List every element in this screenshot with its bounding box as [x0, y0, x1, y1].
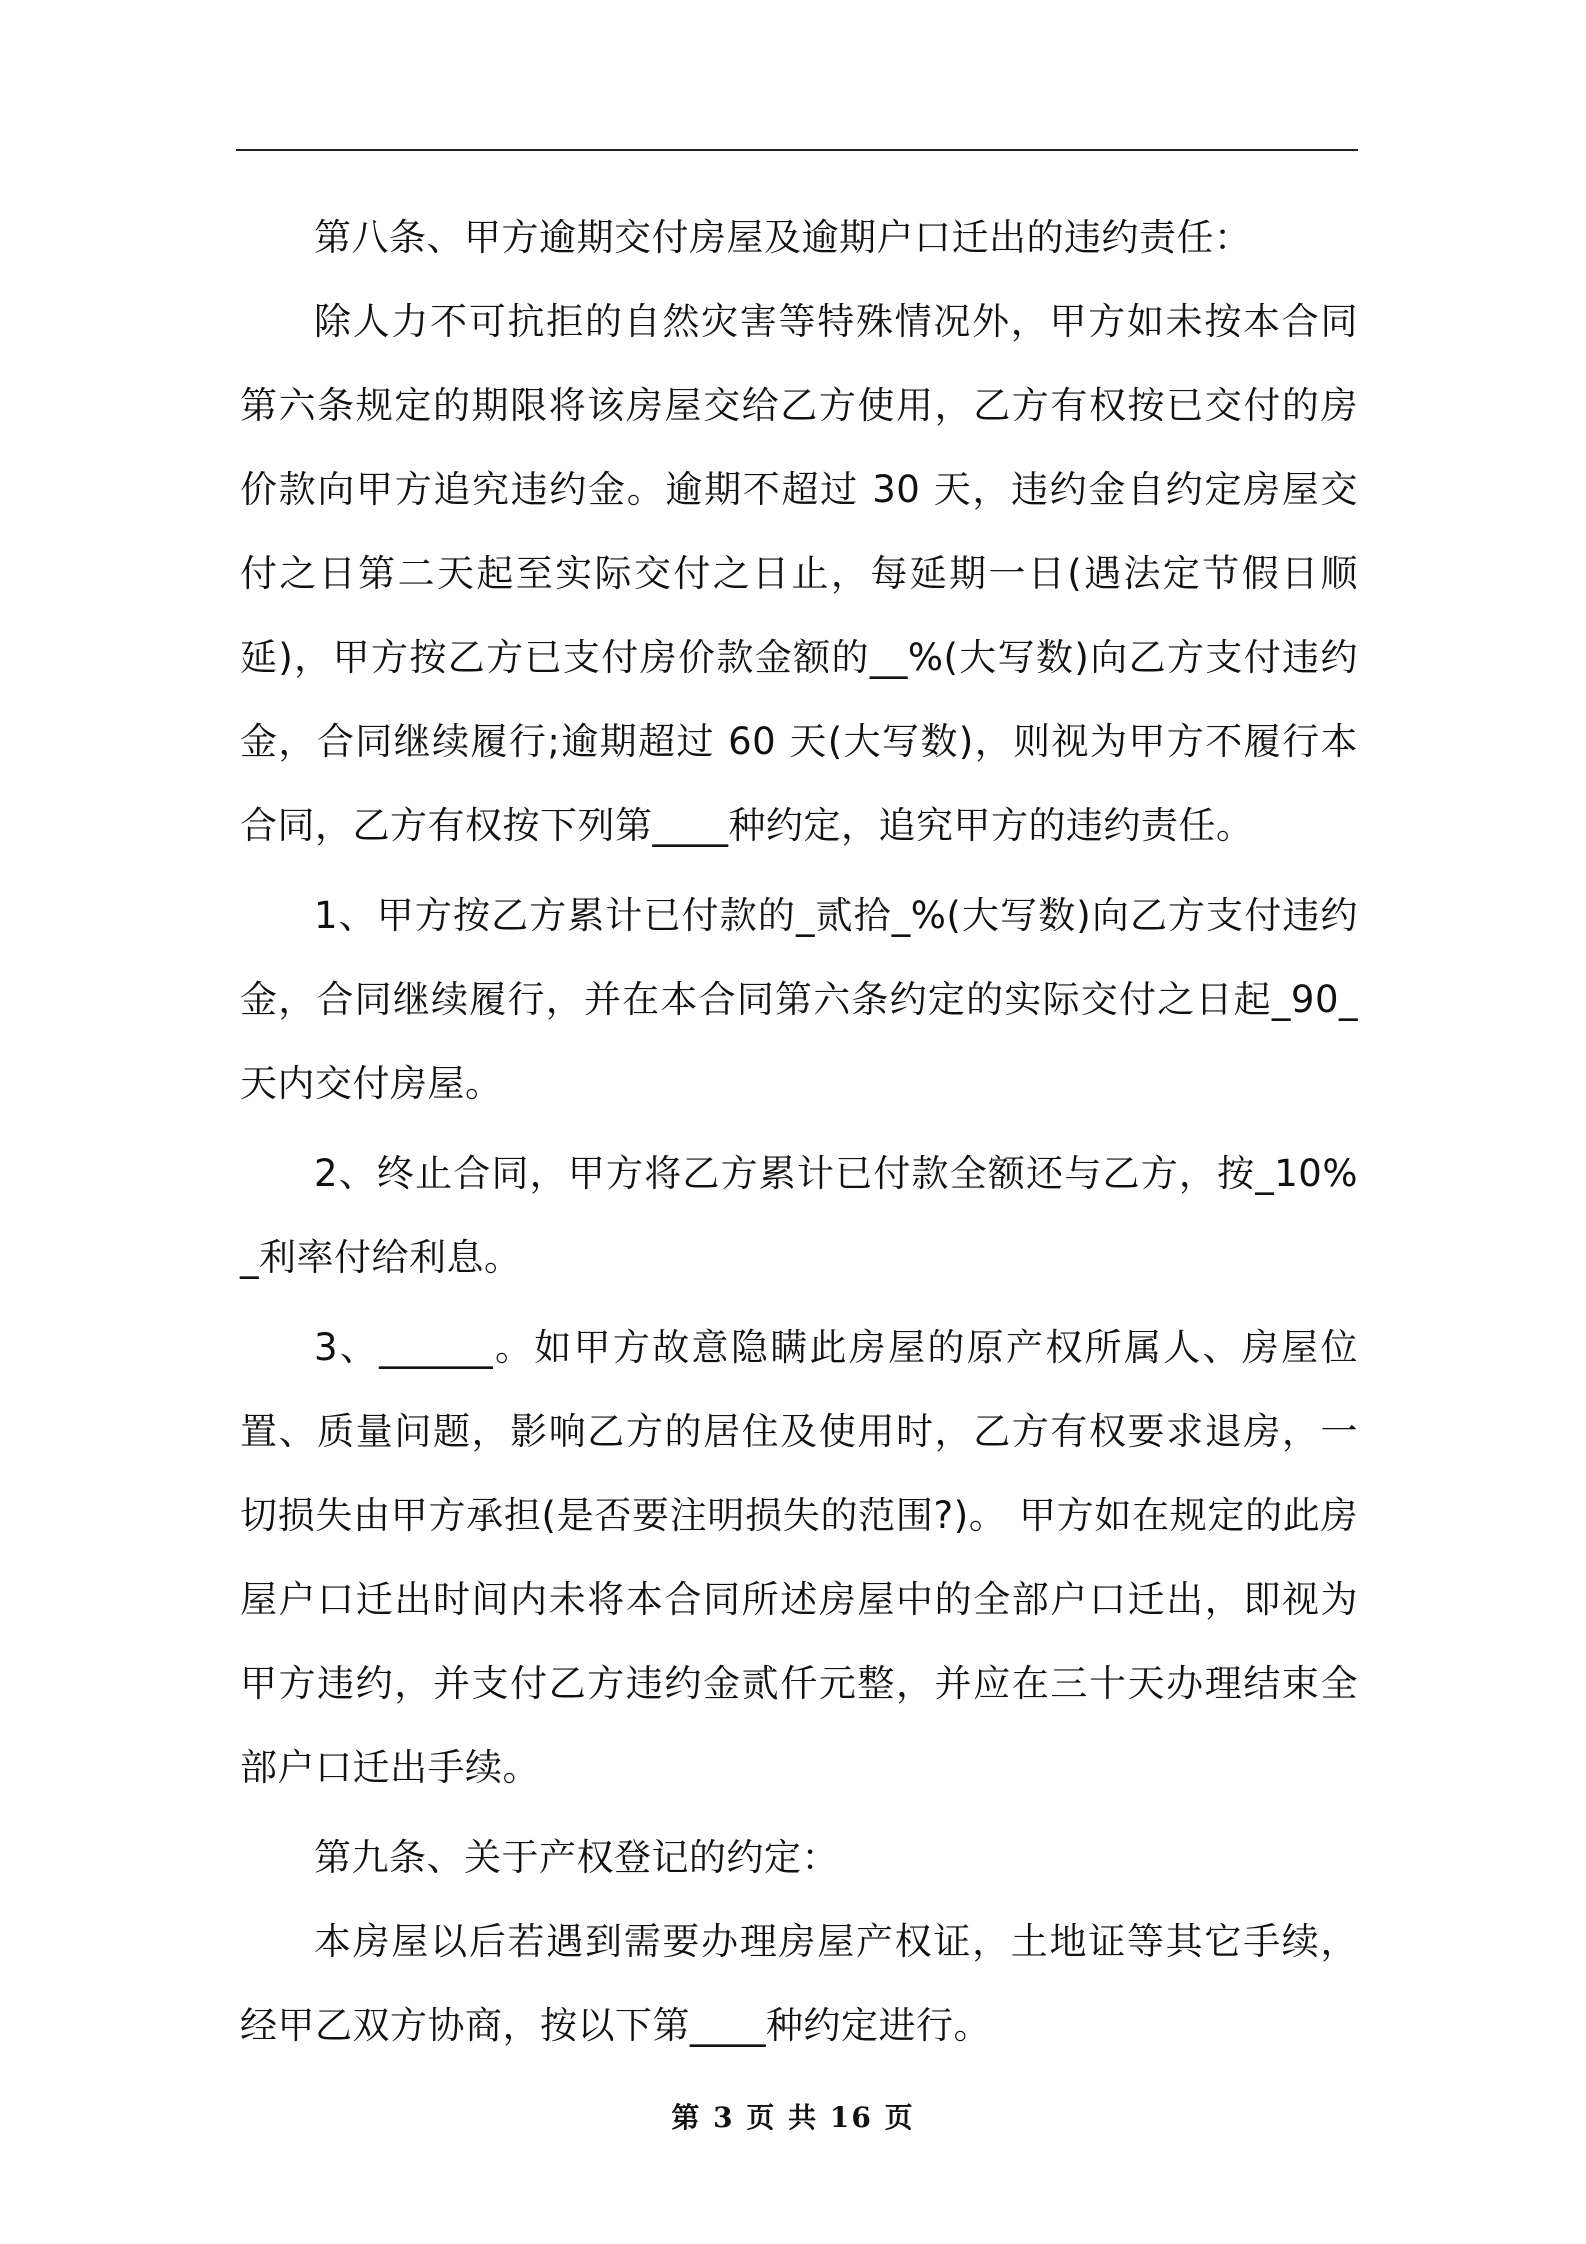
clause-1: 1、甲方按乙方累计已付款的_贰拾_%(大写数)向乙方支付违约金，合同继续履行，并在本合同第六条约定的实际交付之日起_90_天内交付房屋。	[240, 894, 1358, 1105]
article-8-heading: 第八条、甲方逾期交付房屋及逾期户口迁出的违约责任：	[314, 216, 1252, 259]
clause-2: 2、终止合同，甲方将乙方累计已付款全额还与乙方，按_10%_利率付给利息。	[240, 1152, 1358, 1279]
clause-3: 3、______。如甲方故意隐瞒此房屋的原产权所属人、房屋位置、质量问题，影响乙方的居住及使用时，乙方有权要求退房，一切损失由甲方承担(是否要注明损失的范围?)。 甲方如在规定的此房屋户口迁出时间内未将本合同所述房屋中的全部户口迁出，即视为甲方违约，并支付乙方违约金贰仟元整，并应在三十天办理结束全部户口迁出手续。	[240, 1326, 1358, 1789]
article-9-heading: 第九条、关于产权登记的约定：	[314, 1836, 839, 1879]
page-number: 第 3 页 共 16 页	[671, 2101, 915, 2134]
header-rule	[236, 149, 1358, 151]
article-8-body: 除人力不可抗拒的自然灾害等特殊情况外，甲方如未按本合同第六条规定的期限将该房屋交给乙方使用，乙方有权按已交付的房价款向甲方追究违约金。逾期不超过 30 天，违约金自约定房屋交付之日第二天起至实际交付之日止，每延期一日(遇法定节假日顺延)，甲方按乙方已支付房价款金额的__%(大写数)向乙方支付违约金，合同继续履行;逾期超过 60 天(大写数)，则视为甲方不履行本合同，乙方有权按下列第____种约定，追究甲方的违约责任。	[240, 300, 1358, 847]
document-body	[240, 196, 1358, 2068]
article-9-body: 本房屋以后若遇到需要办理房屋产权证，土地证等其它手续，经甲乙双方协商，按以下第____种约定进行。	[240, 1920, 1358, 2047]
